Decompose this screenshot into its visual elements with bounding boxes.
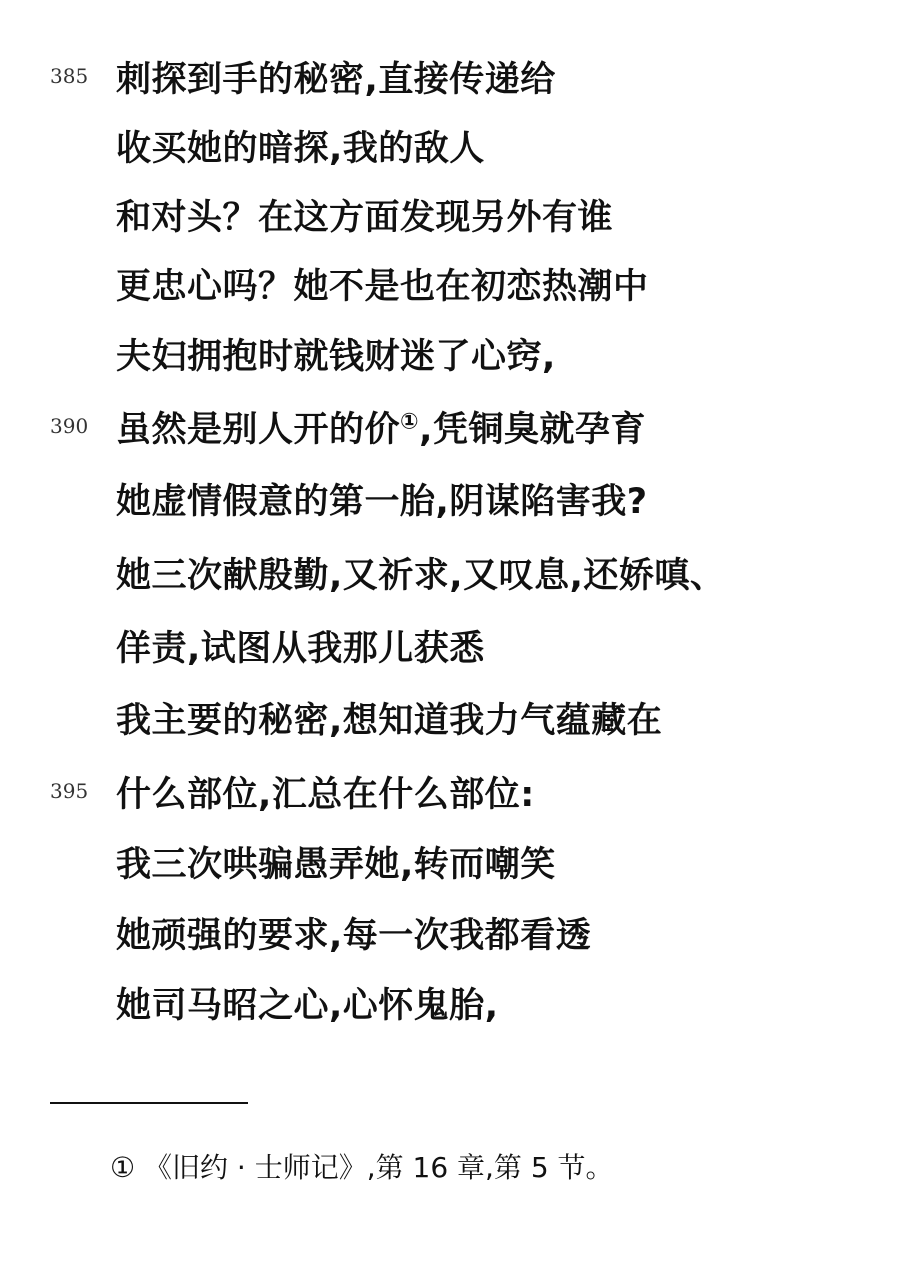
line-text: 我主要的秘密,想知道我力气蕴藏在 [116,701,663,741]
poem-line [0,329,900,403]
line-text: 收买她的暗探,我的敌人 [116,129,485,169]
line-text: 和对头？在这方面发现另外有谁 [116,198,614,238]
footnote-divider [50,1102,248,1104]
line-text: 更忠心吗？她不是也在初恋热潮中 [116,267,649,307]
line-text: 她顽强的要求,每一次我都看透 [116,916,592,956]
poem-line [0,693,900,767]
poem-line-385 [0,52,900,126]
line-number: 395 [50,779,89,803]
footnote-marker: ① [400,409,420,435]
line-text: 什么部位,汇总在什么部位: [116,775,535,815]
poem-line-390 [0,402,900,476]
poem-line [0,548,900,622]
line-number: 385 [50,64,89,88]
line-text: 她三次献殷勤,又祈求,又叹息,还娇嗔、 [116,556,726,596]
poem-line [0,190,900,264]
line-text-after: ,凭铜臭就孕育 [419,410,646,450]
line-text-before: 虽然是别人开的价 [116,410,401,450]
line-text: 我三次哄骗愚弄她,转而嘲笑 [116,845,556,885]
poem-line [0,121,900,195]
poem-line [0,978,900,1052]
poem-line-395 [0,767,900,841]
line-text: 佯责,试图从我那儿获悉 [116,629,485,669]
line-text [116,402,646,452]
poem-line [0,837,900,911]
poem-line [0,908,900,982]
line-text: 夫妇拥抱时就钱财迷了心窍, [116,337,556,377]
line-text: 刺探到手的秘密,直接传递给 [116,60,556,100]
poem-line [0,621,900,695]
poem-line [0,259,900,333]
poem-line [0,474,900,548]
line-text: 她司马昭之心,心怀鬼胎, [116,986,499,1026]
line-text: 她虚情假意的第一胎,阴谋陷害我? [116,482,648,522]
line-number: 390 [50,414,89,438]
footnote-text: ① 《旧约 · 士师记》,第 16 章,第 5 节。 [110,1151,614,1184]
